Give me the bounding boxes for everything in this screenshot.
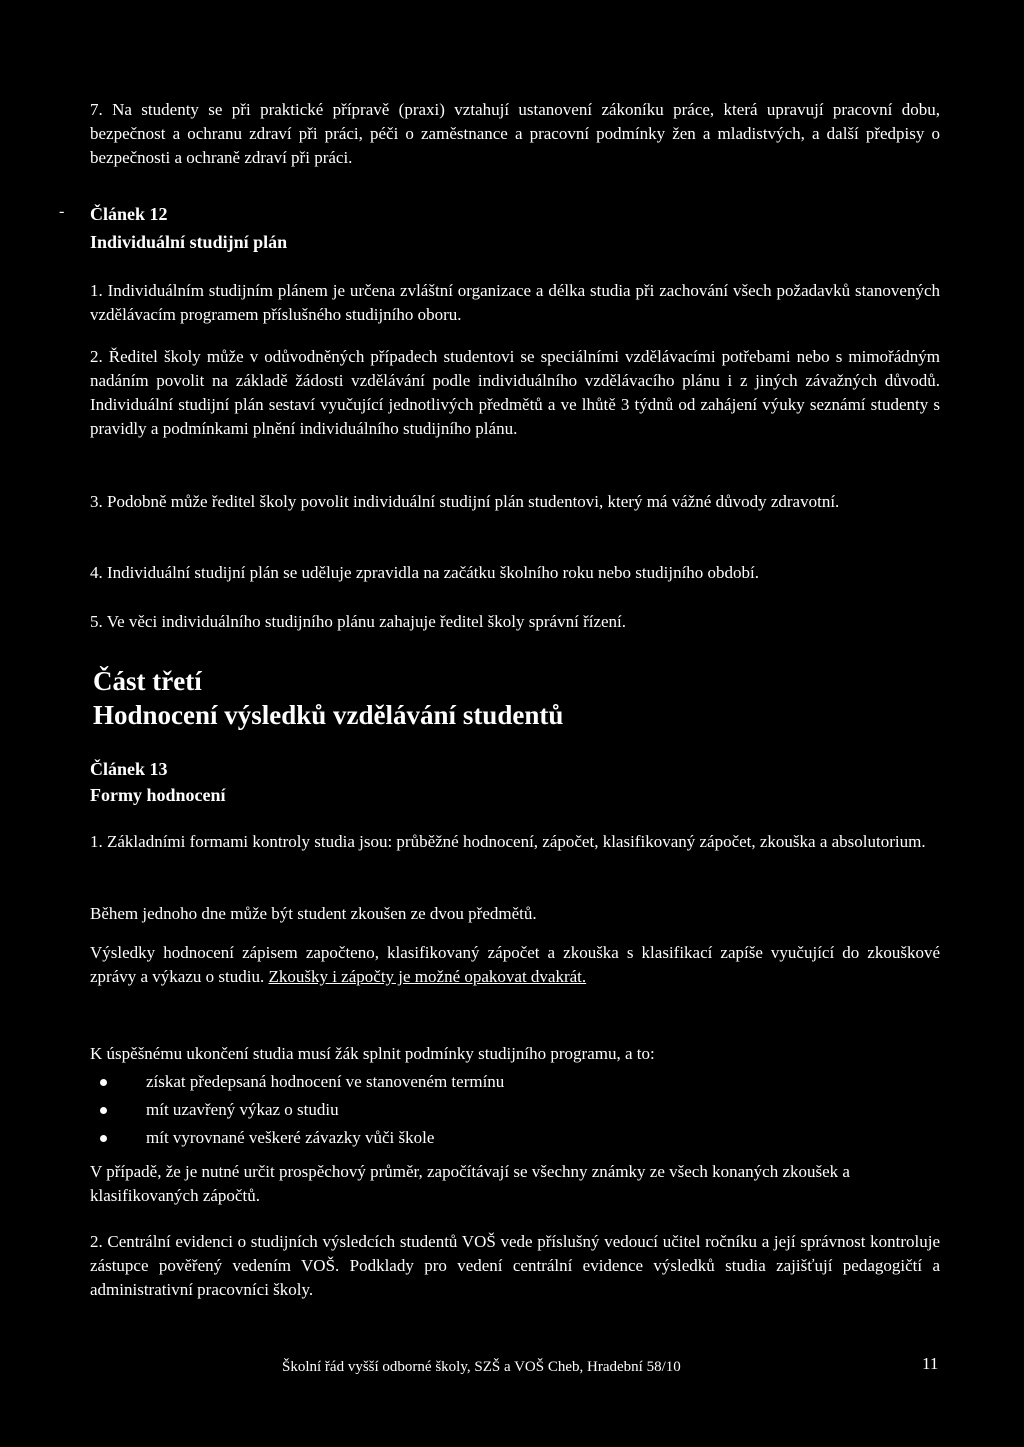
success-intro-paragraph: K úspěšnému ukončení studia musí žák splnit podmínky studijního programu, a to: <box>90 1044 655 1063</box>
article-12-paragraph-2: 2. Ředitel školy může v odůvodněných případech studentovi se speciálními vzdělávacími potřebami nebo s mimořádným nadáním povolit na základě žádosti vzdělávání podle individuálního vzdělávacího plánu i z jiných závažných důvodů. Individuální studijní plán sestaví vyučující jednotlivých předmětů a ve lhůtě 3 týdnů od zahájení výuky seznámí studenty s pravidly a podmínkami plnění individuálního studijního plánu. <box>90 347 940 438</box>
results-paragraph <box>90 941 940 989</box>
article-12-paragraph-5: 5. Ve věci individuálního studijního plánu zahajuje ředitel školy správní řízení. <box>90 612 627 631</box>
stray-mark: - <box>59 203 65 220</box>
part-3-heading: Část třetí <box>93 666 202 696</box>
article-13-number: Článek 13 <box>90 759 168 779</box>
paragraph-7: 7. Na studenty se při praktické přípravě (praxi) vztahují ustanovení zákoníku práce, která upravují pracovní dobu, bezpečnost a ochranu zdraví při práci, péči o zaměstnance a pracovní podmínky žen a mladistvých, a další předpisy o bezpečnosti a ochraně zdraví při práci. <box>90 100 940 167</box>
footer-text: Školní řád vyšší odborné školy, SZŠ a VOŠ Cheb, Hradební 58/10 <box>282 1359 681 1375</box>
bullet-icon <box>100 1135 107 1142</box>
bullet-icon <box>100 1107 107 1114</box>
article-13-title: Formy hodnocení <box>90 785 226 805</box>
average-paragraph: V případě, že je nutné určit prospěchový průměr, započítávají se všechny známky ze všech konaných zkoušek a klasifikovaných zápočtů. <box>90 1162 850 1205</box>
part-3-subheading: Hodnocení výsledků vzdělávání studentů <box>93 700 564 730</box>
article-12-paragraph-1: 1. Individuálním studijním plánem je určena zvláštní organizace a délka studia při zachování všech požadavků stanovených vzdělávacím programem příslušného studijního oboru. <box>90 281 940 324</box>
success-conditions-list <box>90 1068 790 1152</box>
list-item: mít uzavřený výkaz o studiu <box>90 1096 790 1124</box>
bullet-icon <box>100 1079 107 1086</box>
article-12-paragraph-3: 3. Podobně může ředitel školy povolit individuální studijní plán studentovi, který má vážné důvody zdravotní. <box>90 492 840 511</box>
results-text: Výsledky hodnocení zápisem započteno, klasifikovaný zápočet a zkouška s klasifikací zapíše vyučující do zkouškové zprávy a výkazu o studiu. <box>90 943 940 986</box>
page-number: 11 <box>922 1354 939 1373</box>
article-13-paragraph-1: 1. Základními formami kontroly studia jsou: průběžné hodnocení, zápočet, klasifikovaný zápočet, zkouška a absolutorium. <box>90 832 926 851</box>
list-item: získat předepsaná hodnocení ve stanoveném termínu <box>90 1068 790 1096</box>
article-13-paragraph-2: 2. Centrální evidenci o studijních výsledcích studentů VOŠ vede příslušný vedoucí učitel ročníku a její správnost kontroluje zástupce pověřený vedením VOŠ. Podklady pro vedení centrální evidence výsledků studia zajišťují pedagogičtí a administrativní pracovníci školy. <box>90 1232 940 1299</box>
article-12-paragraph-4: 4. Individuální studijní plán se uděluje zpravidla na začátku školního roku nebo studijního období. <box>90 563 760 582</box>
exam-per-day-paragraph: Během jednoho dne může být student zkoušen ze dvou předmětů. <box>90 904 537 923</box>
article-12-title: Individuální studijní plán <box>90 232 288 252</box>
repeat-note: Zkoušky i zápočty je možné opakovat dvakrát. <box>268 967 587 986</box>
list-item: mít vyrovnané veškeré závazky vůči škole <box>90 1124 790 1152</box>
article-12-number: Článek 12 <box>90 204 168 224</box>
